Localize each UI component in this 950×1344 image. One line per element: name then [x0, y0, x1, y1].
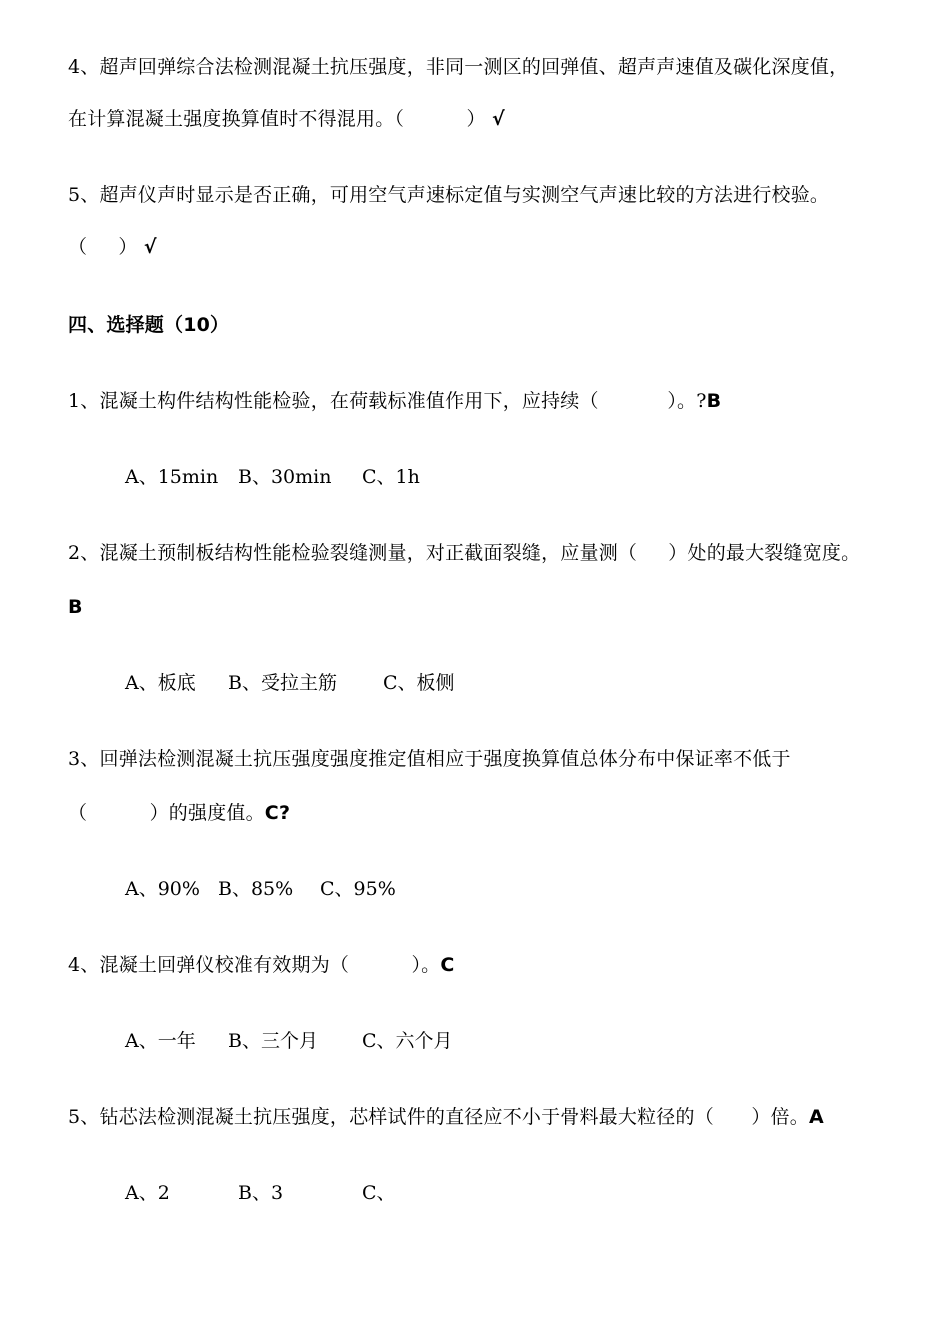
judgment-q4-line2: 在计算混凝土强度换算值时不得混用。（ ） [68, 108, 486, 130]
judgment-q5-answer: √ [143, 236, 157, 258]
judgment-q4-line2-row [68, 107, 505, 131]
choice-q3-line2: （ ）的强度值。 [68, 802, 265, 824]
choice-q3-line1: 3、回弹法检测混凝土抗压强度强度推定值相应于强度换算值总体分布中保证率不低于 [68, 748, 791, 770]
choice-q1-text: 1、混凝土构件结构性能检验，在荷载标准值作用下，应持续（ ）。? [68, 390, 707, 412]
choice-q5-option-a: A、2 [125, 1182, 170, 1204]
choice-q4-answer: C [440, 954, 455, 976]
judgment-q5-line2-row [68, 235, 157, 259]
choice-q4-option-a: A、一年 [125, 1030, 196, 1052]
choice-q3-line2-row [68, 801, 290, 825]
judgment-q4-answer: √ [491, 108, 505, 130]
choice-q1-option-b: B、30min [238, 466, 332, 488]
choice-q3-option-a: A、90% [125, 878, 200, 900]
choice-q3-answer: C? [264, 802, 291, 824]
choice-q1-question [68, 389, 721, 413]
choice-q1-option-a: A、15min [125, 466, 219, 488]
choice-q5-option-c: C、 [362, 1182, 396, 1204]
choice-q1-answer: B [706, 390, 722, 412]
choice-q1-option-c: C、1h [362, 466, 420, 488]
choice-q4-question [68, 953, 455, 977]
choice-q3-option-b: B、85% [218, 878, 294, 900]
judgment-q5-line1: 5、超声仪声时显示是否正确，可用空气声速标定值与实测空气声速比较的方法进行校验。 [68, 184, 830, 206]
choice-q3-option-c: C、95% [320, 878, 396, 900]
choice-q2-option-c: C、板侧 [383, 672, 455, 694]
choice-q4-option-b: B、三个月 [228, 1030, 318, 1052]
choice-q5-answer: A [808, 1106, 824, 1128]
choice-q2-text: 2、混凝土预制板结构性能检验裂缝测量，对正截面裂缝，应量测（ ）处的最大裂缝宽度。 [68, 542, 861, 564]
choice-q2-option-a: A、板底 [125, 672, 196, 694]
judgment-q4-line1: 4、超声回弹综合法检测混凝土抗压强度，非同一测区的回弹值、超声声速值及碳化深度值， [68, 56, 849, 78]
choice-q5-option-b: B、3 [238, 1182, 284, 1204]
choice-q2-answer: B [68, 596, 83, 618]
choice-q4-option-c: C、六个月 [362, 1030, 453, 1052]
choice-q5-question [68, 1105, 824, 1129]
choice-q2-option-b: B、受拉主筋 [228, 672, 337, 694]
section-title: 四、选择题（10） [68, 314, 230, 336]
judgment-q5-line2: （ ） [68, 236, 138, 258]
choice-q5-text: 5、钻芯法检测混凝土抗压强度，芯样试件的直径应不小于骨料最大粒径的（ ）倍。 [68, 1106, 809, 1128]
choice-q4-text: 4、混凝土回弹仪校准有效期为（ ）。 [68, 954, 441, 976]
